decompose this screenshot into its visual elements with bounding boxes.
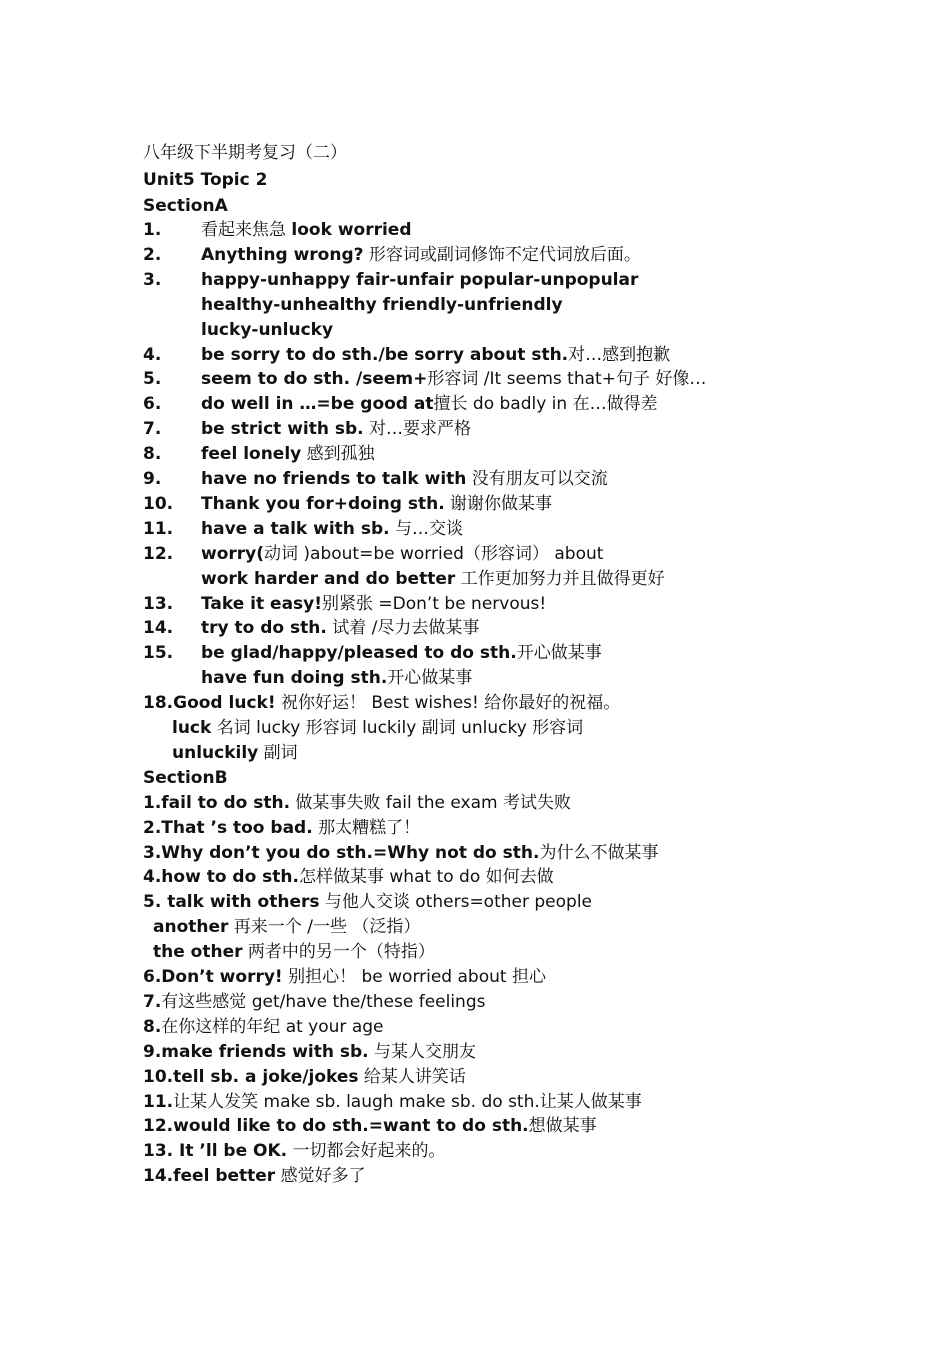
item-chinese: 开心做某事 xyxy=(516,643,602,663)
list-item xyxy=(143,865,554,889)
item-chinese: 动词 )about=be worried（形容词） about xyxy=(264,544,604,564)
section-a-heading: SectionA xyxy=(143,196,228,216)
list-item xyxy=(143,1040,476,1064)
item-number: 14. xyxy=(143,618,174,638)
item-english: 9.make friends with sb. xyxy=(143,1042,369,1062)
list-item xyxy=(143,417,471,441)
item-english: worry( xyxy=(201,544,265,564)
list-item xyxy=(143,1015,383,1039)
item-english: Take it easy! xyxy=(201,594,323,614)
item-english: work harder and do better xyxy=(201,569,456,589)
unit-heading: Unit5 Topic 2 xyxy=(143,170,268,190)
list-item xyxy=(143,218,412,242)
list-item xyxy=(143,367,706,391)
item-english: 14.feel better xyxy=(143,1166,276,1186)
item-english: 看起来焦急 xyxy=(201,220,292,240)
list-item xyxy=(143,592,546,616)
item-english: 12.would like to do sth.=want to do sth. xyxy=(143,1116,529,1136)
list-item xyxy=(143,1065,466,1089)
item-english: be glad/happy/pleased to do sth. xyxy=(201,643,517,663)
item-chinese: 形容词 /It seems that+句子 好像… xyxy=(427,369,707,389)
item-chinese: 给某人讲笑话 xyxy=(358,1067,466,1087)
item-chinese: 与他人交谈 others=other people xyxy=(319,892,592,912)
item-english: have fun doing sth. xyxy=(201,668,388,688)
list-item xyxy=(143,791,571,815)
item-english: try to do sth. xyxy=(201,618,327,638)
list-item xyxy=(172,741,298,765)
list-item xyxy=(201,293,563,317)
list-item xyxy=(143,691,620,715)
item-english: 3.Why don’t you do sth.=Why not do sth. xyxy=(143,843,540,863)
item-chinese: 谢谢你做某事 xyxy=(444,494,553,514)
item-english: 7. xyxy=(143,992,162,1012)
item-english: the other xyxy=(153,942,243,962)
list-item xyxy=(143,816,420,840)
list-item xyxy=(143,1139,446,1163)
item-number: 6. xyxy=(143,394,162,414)
list-item xyxy=(143,268,638,292)
item-chinese: 在你这样的年纪 at your age xyxy=(161,1017,384,1037)
list-item xyxy=(153,915,420,939)
item-english: another xyxy=(153,917,229,937)
item-english: lucky-unlucky xyxy=(201,320,334,340)
item-english: Anything wrong? xyxy=(201,245,364,265)
item-english: 18.Good luck! xyxy=(143,693,276,713)
item-number: 11. xyxy=(143,519,174,539)
list-item xyxy=(172,716,583,740)
item-english: seem to do sth. /seem+ xyxy=(201,369,428,389)
item-chinese: 试着 /尽力去做某事 xyxy=(326,618,480,638)
list-item xyxy=(143,990,485,1014)
item-english: 11. xyxy=(143,1092,174,1112)
item-chinese: 与某人交朋友 xyxy=(368,1042,477,1062)
list-item xyxy=(143,766,228,790)
item-number: 13. xyxy=(143,594,174,614)
item-number: 3. xyxy=(143,270,162,290)
list-item xyxy=(153,940,435,964)
item-chinese: 怎样做某事 what to do 如何去做 xyxy=(299,867,554,887)
item-chinese: 想做某事 xyxy=(528,1116,597,1136)
list-item xyxy=(143,1090,642,1114)
item-chinese: 副词 xyxy=(258,743,298,763)
item-english: do well in …=be good at xyxy=(201,394,434,414)
item-english: 5. talk with others xyxy=(143,892,320,912)
item-number: 1. xyxy=(143,220,162,240)
list-item xyxy=(143,442,375,466)
item-number: 9. xyxy=(143,469,162,489)
item-chinese: 对…感到抱歉 xyxy=(568,345,671,365)
item-chinese: look worried xyxy=(291,220,412,240)
item-number: 10. xyxy=(143,494,174,514)
list-item xyxy=(143,492,552,516)
item-english: happy-unhappy fair-unfair popular-unpopular xyxy=(201,270,639,290)
item-chinese: 没有朋友可以交流 xyxy=(466,469,608,489)
item-english: feel lonely xyxy=(201,444,302,464)
list-item xyxy=(143,243,641,267)
list-item xyxy=(143,392,658,416)
item-chinese: 与…交谈 xyxy=(389,519,463,539)
item-number: 8. xyxy=(143,444,162,464)
item-chinese: 有这些感觉 get/have the/these feelings xyxy=(161,992,486,1012)
item-chinese: 那太糟糕了！ xyxy=(312,818,421,838)
item-chinese: 让某人发笑 make sb. laugh make sb. do sth.让某人做某事 xyxy=(173,1092,642,1112)
item-number: 2. xyxy=(143,245,162,265)
list-item xyxy=(143,965,546,989)
item-english: have no friends to talk with xyxy=(201,469,467,489)
item-chinese: 感觉好多了 xyxy=(275,1166,366,1186)
item-number: 15. xyxy=(143,643,174,663)
item-chinese: 擅长 do badly in 在…做得差 xyxy=(433,394,658,414)
item-english: 2.That ’s too bad. xyxy=(143,818,313,838)
item-chinese: 名词 lucky 形容词 luckily 副词 unlucky 形容词 xyxy=(211,718,584,738)
item-number: 12. xyxy=(143,544,174,564)
item-chinese: 再来一个 /一些 （泛指） xyxy=(228,917,421,937)
item-chinese: 开心做某事 xyxy=(387,668,473,688)
item-english: healthy-unhealthy friendly-unfriendly xyxy=(201,295,563,315)
item-chinese: 为什么不做某事 xyxy=(539,843,659,863)
item-english: SectionB xyxy=(143,768,228,788)
page-title: 八年级下半期考复习（二） xyxy=(143,143,347,163)
list-item xyxy=(143,343,670,367)
item-number: 4. xyxy=(143,345,162,365)
item-chinese: 一切都会好起来的。 xyxy=(287,1141,446,1161)
list-item xyxy=(143,890,592,914)
item-chinese: 工作更加努力并且做得更好 xyxy=(455,569,665,589)
item-english: 4.how to do sth. xyxy=(143,867,299,887)
item-english: be sorry to do sth./be sorry about sth. xyxy=(201,345,569,365)
item-chinese: 别紧张 =Don’t be nervous! xyxy=(322,594,547,614)
item-chinese: 感到孤独 xyxy=(301,444,375,464)
item-english: 10.tell sb. a joke/jokes xyxy=(143,1067,359,1087)
list-item xyxy=(143,1114,597,1138)
item-number: 5. xyxy=(143,369,162,389)
item-english: 6.Don’t worry! xyxy=(143,967,283,987)
item-english: have a talk with sb. xyxy=(201,519,390,539)
list-item xyxy=(143,1164,366,1188)
list-item xyxy=(201,318,333,342)
list-item xyxy=(143,641,602,665)
item-english: be strict with sb. xyxy=(201,419,364,439)
item-number: 7. xyxy=(143,419,162,439)
item-chinese: 对…要求严格 xyxy=(363,419,472,439)
item-english: 13. It ’ll be OK. xyxy=(143,1141,288,1161)
item-english: luck xyxy=(172,718,212,738)
list-item xyxy=(143,616,479,640)
list-item xyxy=(201,567,665,591)
item-chinese: 做某事失败 fail the exam 考试失败 xyxy=(290,793,571,813)
item-english: 1.fail to do sth. xyxy=(143,793,291,813)
list-item xyxy=(143,467,608,491)
item-english: 8. xyxy=(143,1017,162,1037)
item-chinese: 别担心！ be worried about 担心 xyxy=(282,967,546,987)
item-chinese: 祝你好运！ Best wishes! 给你最好的祝福。 xyxy=(275,693,621,713)
item-english: Thank you for+doing sth. xyxy=(201,494,445,514)
item-chinese: 两者中的另一个（特指） xyxy=(242,942,435,962)
list-item xyxy=(143,517,463,541)
item-english: unluckily xyxy=(172,743,259,763)
list-item xyxy=(143,542,603,566)
list-item xyxy=(143,841,658,865)
item-chinese: 形容词或副词修饰不定代词放后面。 xyxy=(363,245,641,265)
list-item xyxy=(201,666,472,690)
